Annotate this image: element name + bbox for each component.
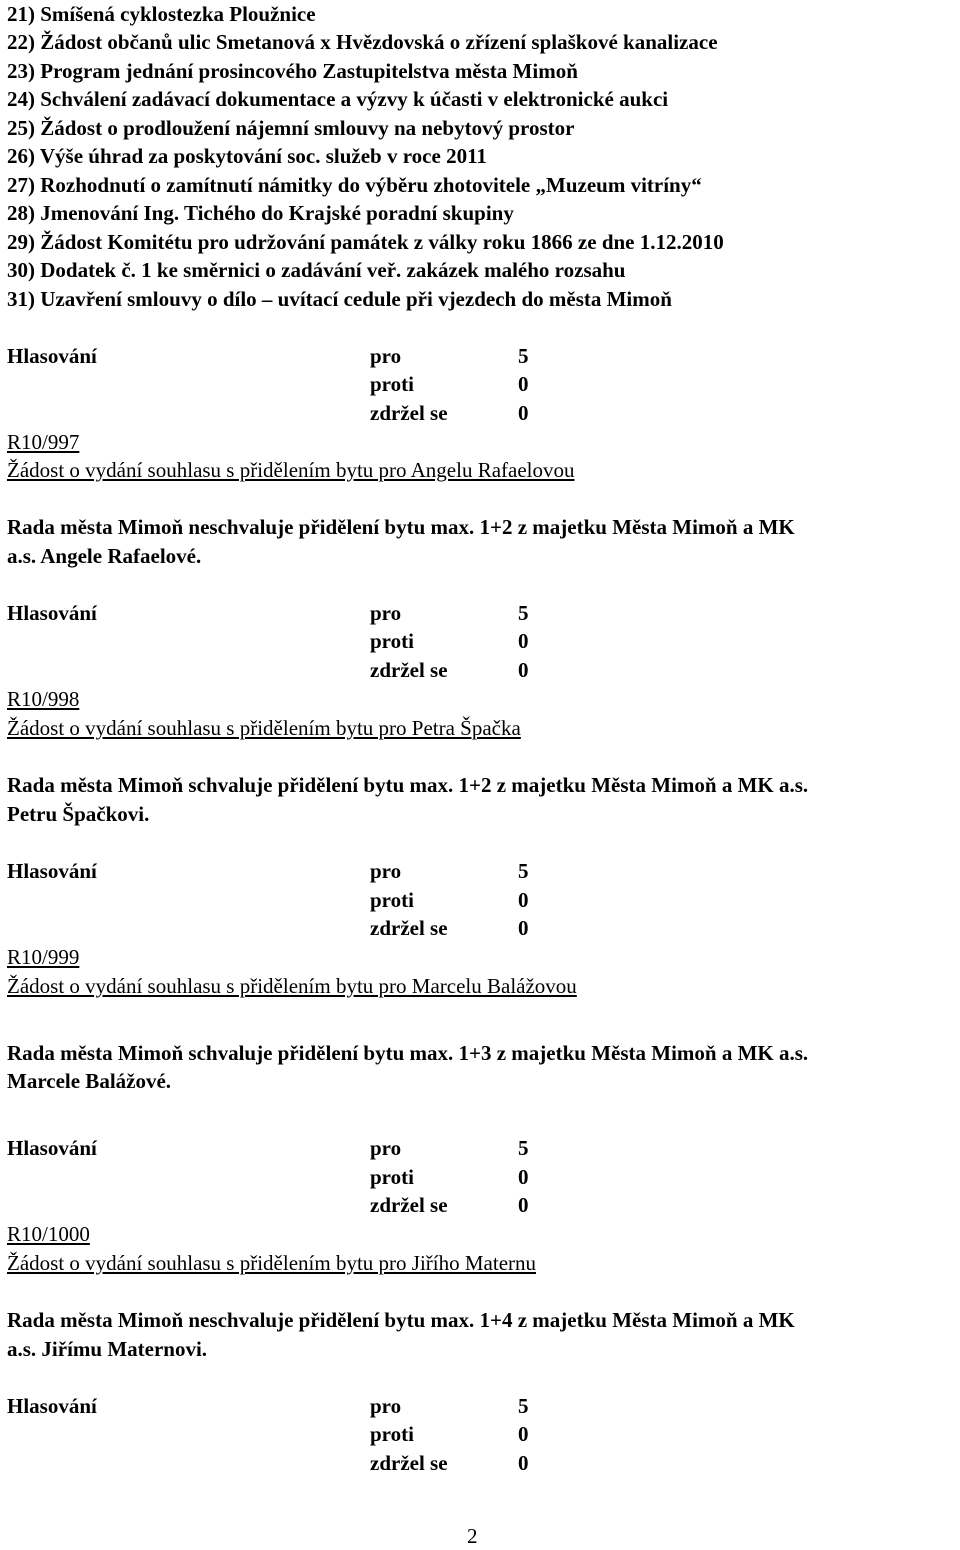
vote-title: Hlasování bbox=[7, 601, 97, 625]
vote-for-label: pro bbox=[370, 1394, 402, 1418]
agenda-item-24: 24) Schválení zadávací dokumentace a výzvy k účasti v elektronické aukci bbox=[7, 87, 669, 111]
page-number: 2 bbox=[467, 1524, 478, 1548]
agenda-item-27: 27) Rozhodnutí o zamítnutí námitky do výběru zhotovitele „Muzeum vitríny“ bbox=[7, 173, 702, 197]
resolution-text: Marcele Balážové. bbox=[7, 1069, 172, 1093]
resolution-id: R10/997 bbox=[7, 430, 80, 454]
resolution-id: R10/1000 bbox=[7, 1222, 90, 1246]
resolution-text: Rada města Mimoň schvaluje přidělení bytu max. 1+3 z majetku Města Mimoň a MK a.s. bbox=[7, 1041, 809, 1065]
vote-abstain-label: zdržel se bbox=[370, 401, 448, 425]
vote-abstain-label: zdržel se bbox=[370, 916, 448, 940]
vote-against-label: proti bbox=[370, 372, 414, 396]
vote-for-label: pro bbox=[370, 1136, 402, 1160]
resolution-text: Rada města Mimoň neschvaluje přidělení bytu max. 1+4 z majetku Města Mimoň a MK bbox=[7, 1308, 795, 1332]
vote-against-value: 0 bbox=[518, 372, 529, 396]
agenda-item-21: 21) Smíšená cyklostezka Ploužnice bbox=[7, 2, 316, 26]
vote-title: Hlasování bbox=[7, 859, 97, 883]
resolution-title: Žádost o vydání souhlasu s přidělením bytu pro Marcelu Balážovou bbox=[7, 974, 577, 998]
agenda-item-22: 22) Žádost občanů ulic Smetanová x Hvězdovská o zřízení splaškové kanalizace bbox=[7, 30, 718, 54]
vote-for-label: pro bbox=[370, 601, 402, 625]
agenda-item-23: 23) Program jednání prosincového Zastupitelstva města Mimoň bbox=[7, 59, 578, 83]
vote-for-value: 5 bbox=[518, 344, 529, 368]
vote-against-value: 0 bbox=[518, 1165, 529, 1189]
vote-abstain-value: 0 bbox=[518, 401, 529, 425]
vote-against-label: proti bbox=[370, 1165, 414, 1189]
vote-abstain-label: zdržel se bbox=[370, 1451, 448, 1475]
vote-for-value: 5 bbox=[518, 859, 529, 883]
vote-title: Hlasování bbox=[7, 1136, 97, 1160]
agenda-item-30: 30) Dodatek č. 1 ke směrnici o zadávání veř. zakázek malého rozsahu bbox=[7, 258, 626, 282]
resolution-title: Žádost o vydání souhlasu s přidělením bytu pro Petra Špačka bbox=[7, 716, 521, 740]
resolution-title: Žádost o vydání souhlasu s přidělením bytu pro Jiřího Maternu bbox=[7, 1251, 537, 1275]
agenda-item-25: 25) Žádost o prodloužení nájemní smlouvy na nebytový prostor bbox=[7, 116, 575, 140]
resolution-id: R10/999 bbox=[7, 945, 80, 969]
agenda-item-26: 26) Výše úhrad za poskytování soc. služeb v roce 2011 bbox=[7, 144, 487, 168]
resolution-text: a.s. Jiřímu Maternovi. bbox=[7, 1337, 208, 1361]
resolution-text: Rada města Mimoň schvaluje přidělení bytu max. 1+2 z majetku Města Mimoň a MK a.s. bbox=[7, 773, 809, 797]
resolution-id: R10/998 bbox=[7, 687, 80, 711]
vote-against-label: proti bbox=[370, 1422, 414, 1446]
vote-title: Hlasování bbox=[7, 344, 97, 368]
vote-abstain-value: 0 bbox=[518, 916, 529, 940]
vote-against-label: proti bbox=[370, 629, 414, 653]
vote-against-value: 0 bbox=[518, 629, 529, 653]
vote-against-label: proti bbox=[370, 888, 414, 912]
agenda-item-31: 31) Uzavření smlouvy o dílo – uvítací cedule při vjezdech do města Mimoň bbox=[7, 287, 672, 311]
resolution-text: a.s. Angele Rafaelové. bbox=[7, 544, 202, 568]
resolution-title: Žádost o vydání souhlasu s přidělením bytu pro Angelu Rafaelovou bbox=[7, 458, 575, 482]
vote-abstain-label: zdržel se bbox=[370, 1193, 448, 1217]
vote-for-label: pro bbox=[370, 859, 402, 883]
vote-against-value: 0 bbox=[518, 888, 529, 912]
resolution-text: Rada města Mimoň neschvaluje přidělení bytu max. 1+2 z majetku Města Mimoň a MK bbox=[7, 515, 795, 539]
agenda-item-28: 28) Jmenování Ing. Tichého do Krajské poradní skupiny bbox=[7, 201, 514, 225]
resolution-text: Petru Špačkovi. bbox=[7, 802, 150, 826]
vote-abstain-value: 0 bbox=[518, 1451, 529, 1475]
vote-against-value: 0 bbox=[518, 1422, 529, 1446]
vote-abstain-label: zdržel se bbox=[370, 658, 448, 682]
vote-for-value: 5 bbox=[518, 601, 529, 625]
vote-abstain-value: 0 bbox=[518, 658, 529, 682]
vote-for-value: 5 bbox=[518, 1394, 529, 1418]
agenda-item-29: 29) Žádost Komitétu pro udržování památek z války roku 1866 ze dne 1.12.2010 bbox=[7, 230, 724, 254]
vote-abstain-value: 0 bbox=[518, 1193, 529, 1217]
vote-for-value: 5 bbox=[518, 1136, 529, 1160]
vote-title: Hlasování bbox=[7, 1394, 97, 1418]
vote-for-label: pro bbox=[370, 344, 402, 368]
